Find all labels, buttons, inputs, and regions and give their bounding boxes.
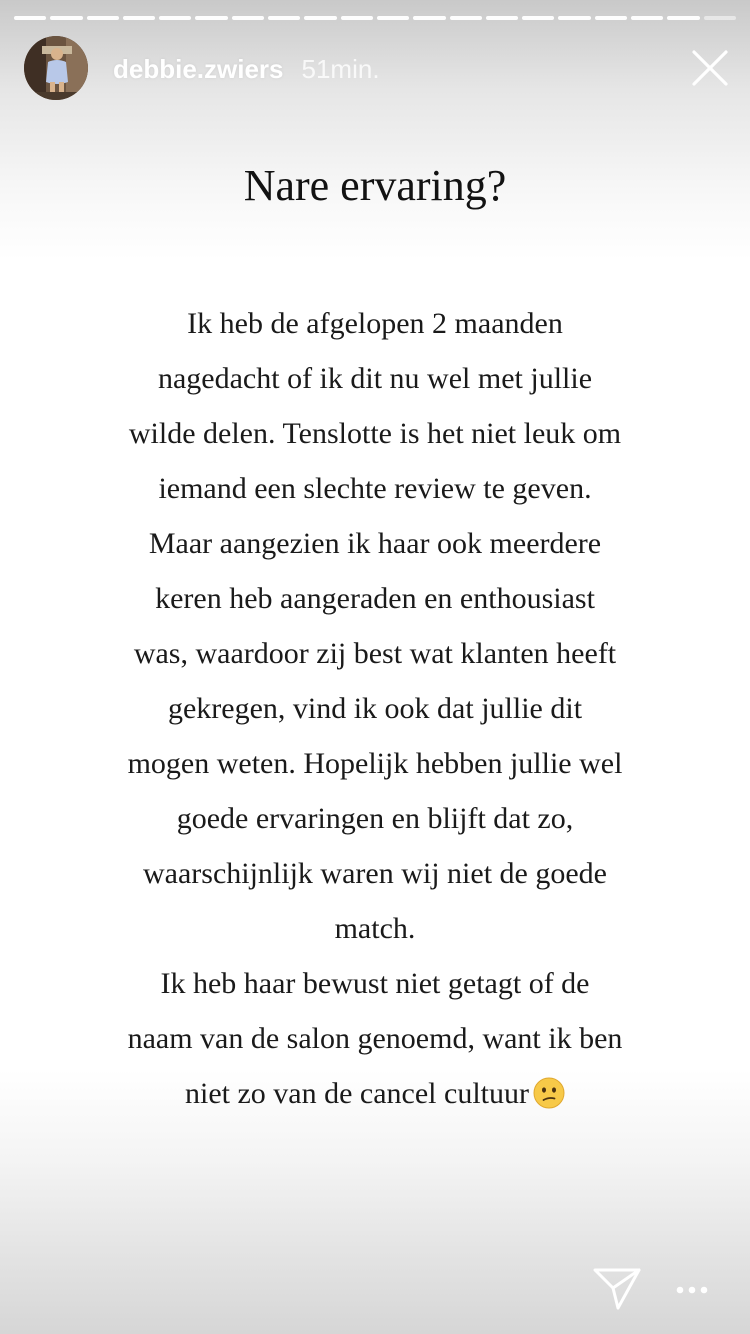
story-progress-segment xyxy=(304,16,336,20)
send-button[interactable] xyxy=(592,1266,642,1312)
post-line xyxy=(60,1011,690,1066)
post-line-text: Ik heb de afgelopen 2 maanden xyxy=(187,307,563,340)
story-header xyxy=(113,52,380,86)
post-line-text: waarschijnlijk waren wij niet de goede xyxy=(142,857,607,890)
story-progress-segment xyxy=(667,16,699,20)
post-line xyxy=(60,1066,690,1121)
story-progress-segment xyxy=(377,16,409,20)
story-progress-segment xyxy=(631,16,663,20)
story-progress-segment xyxy=(14,16,46,20)
story-progress-segment xyxy=(450,16,482,20)
post-line-text: keren heb aangeraden en enthousiast xyxy=(155,582,595,615)
story-progress-segment xyxy=(123,16,155,20)
story-progress-segment xyxy=(195,16,227,20)
post-line xyxy=(60,626,690,681)
post-line-text: gekregen, vind ik ook dat jullie dit xyxy=(167,692,583,725)
post-line xyxy=(60,516,690,571)
story-progress-segment xyxy=(704,16,736,20)
post-line-text: Maar aangezien ik haar ook meerdere xyxy=(148,527,602,560)
story-progress-segment xyxy=(232,16,264,20)
close-icon xyxy=(688,46,732,90)
post-line xyxy=(60,461,690,516)
story-progress-segment xyxy=(558,16,590,20)
story-progress-segment xyxy=(268,16,300,20)
post-line xyxy=(60,681,690,736)
username[interactable]: debbie.zwiers xyxy=(113,53,284,84)
avatar[interactable] xyxy=(24,36,88,100)
post-line-text: iemand een slechte review te geven. xyxy=(158,472,592,505)
story-progress-bar xyxy=(14,16,736,20)
post-line xyxy=(60,571,690,626)
post-line-text: was, waardoor zij best wat klanten heeft xyxy=(133,637,617,670)
post-line-text: Ik heb haar bewust niet getagt of de xyxy=(160,967,590,1000)
story-progress-segment xyxy=(159,16,191,20)
post-line xyxy=(60,296,690,351)
timestamp: 51min. xyxy=(301,53,380,84)
post-line-text: naam van de salon genoemd, want ik ben xyxy=(127,1022,623,1055)
post-line-text: wilde delen. Tenslotte is het niet leuk om xyxy=(128,417,622,450)
post-line xyxy=(60,846,690,901)
post-line xyxy=(60,956,690,1011)
post-line-text: goede ervaringen en blijft dat zo, xyxy=(176,802,574,835)
close-button[interactable] xyxy=(688,46,732,90)
story-progress-segment xyxy=(595,16,627,20)
post-line xyxy=(60,406,690,461)
post-body xyxy=(60,296,690,1121)
avatar-photo xyxy=(24,36,88,100)
confused-face-icon xyxy=(533,1072,565,1104)
post-title: Nare ervaring? xyxy=(243,161,507,210)
more-options-button[interactable] xyxy=(674,1278,710,1302)
story-progress-segment xyxy=(413,16,445,20)
send-icon xyxy=(592,1266,642,1312)
story-progress-segment xyxy=(486,16,518,20)
more-options-icon xyxy=(674,1278,710,1302)
post-line xyxy=(60,351,690,406)
post-line xyxy=(60,736,690,791)
post-line-text: mogen weten. Hopelijk hebben jullie wel xyxy=(127,747,623,780)
story-progress-segment xyxy=(50,16,82,20)
post-line-text: nagedacht of ik dit nu wel met jullie xyxy=(157,362,593,395)
story-progress-segment xyxy=(87,16,119,20)
story-progress-segment xyxy=(341,16,373,20)
story-progress-segment xyxy=(522,16,554,20)
post-line xyxy=(60,791,690,846)
post-line xyxy=(60,901,690,956)
post-line-text: match. xyxy=(334,912,416,945)
post-line-text: niet zo van de cancel cultuur xyxy=(184,1077,529,1110)
